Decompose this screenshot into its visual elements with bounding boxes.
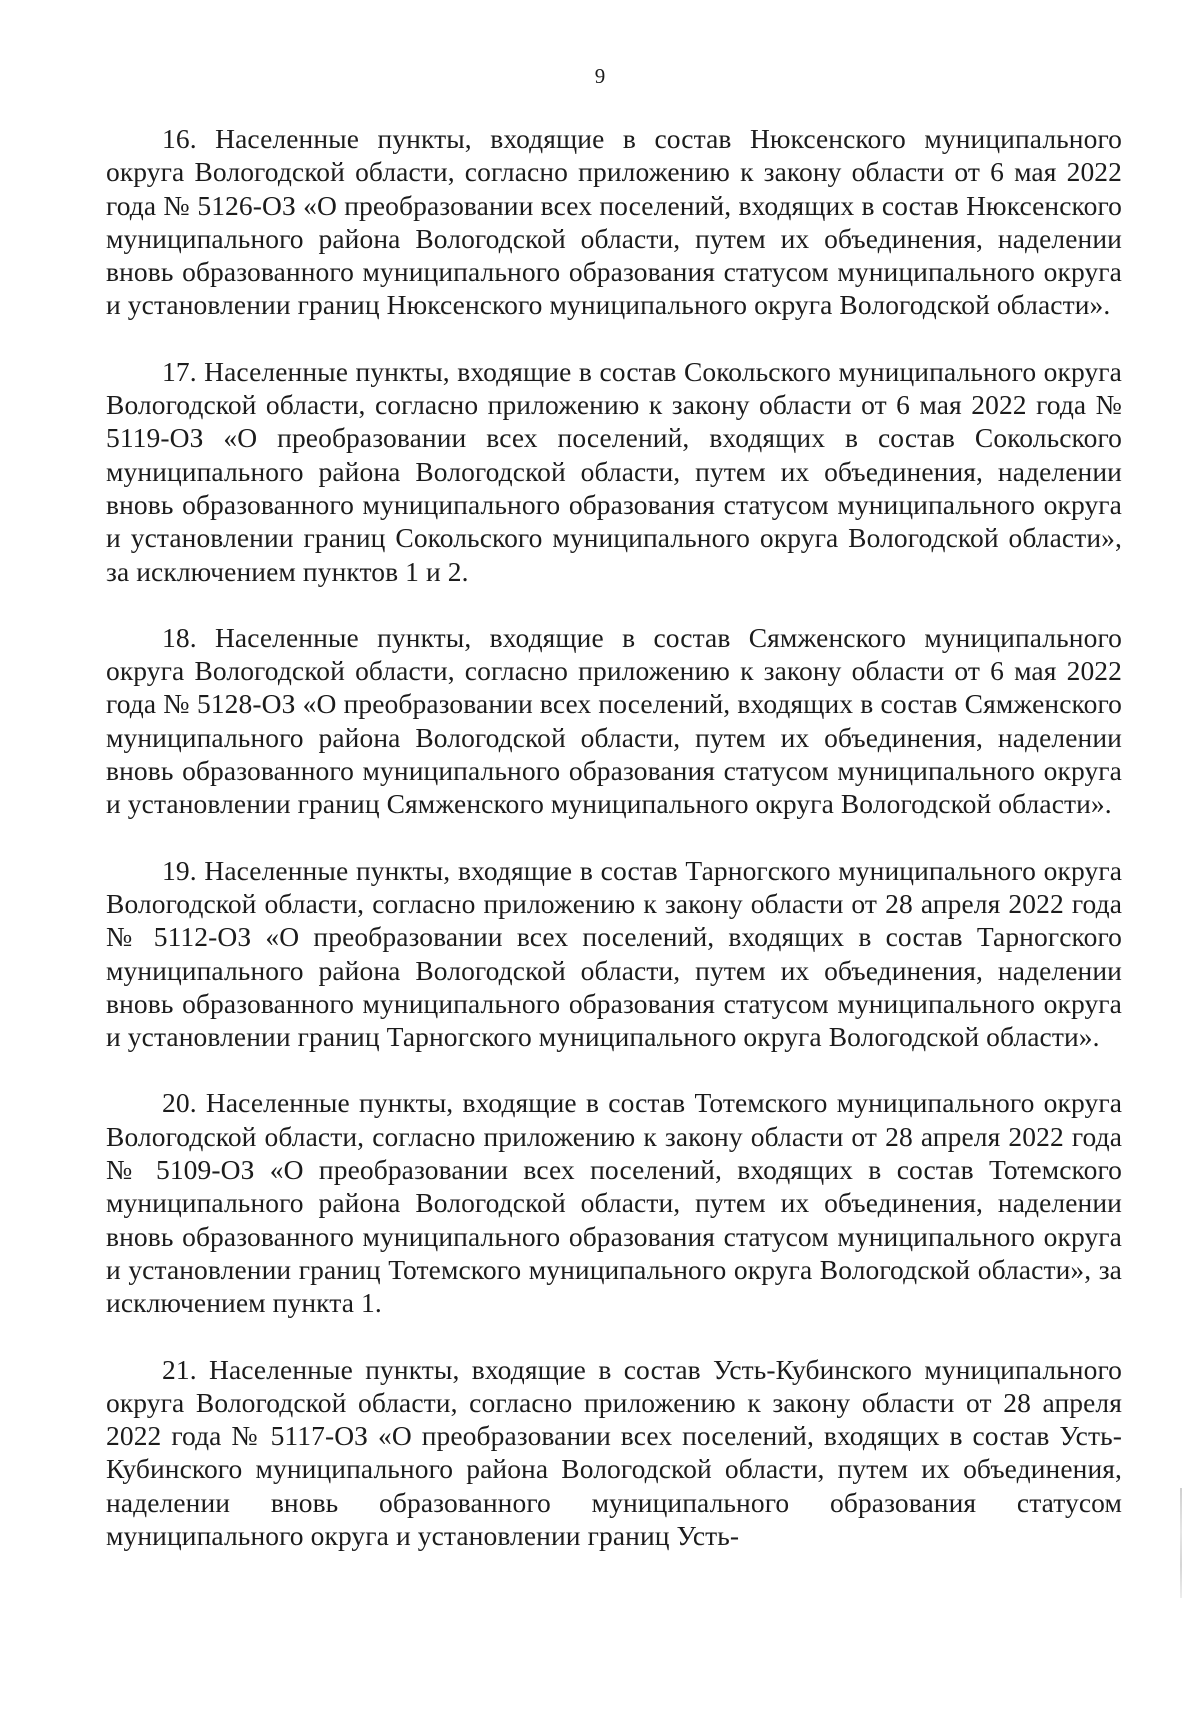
page-number: 9 [594, 64, 606, 88]
paragraph-item-16: 16. Населенные пункты, входящие в состав Нюксенского муниципального округа Вологодской области, согласно приложению к закону области от 6 мая 2022 года № 5126-ОЗ «О преобразовании всех поселений, входящих в состав Нюксенского муниципального района Вологодской области, путем их объединения, наделении вновь образованного муниципального образования статусом муниципального округа и установлении границ Нюксенского муниципального округа Вологодской области». [106, 123, 1122, 321]
scan-edge-mark [1180, 1488, 1182, 1598]
paragraph-item-17: 17. Населенные пункты, входящие в состав Сокольского муниципального округа Вологодской области, согласно приложению к закону области от 6 мая 2022 года № 5119-ОЗ «О преобразовании всех поселений, входящих в состав Сокольского муниципального района Вологодской области, путем их объединения, наделении вновь образованного муниципального образования статусом муниципального округа и установлении границ Сокольского муниципального округа Вологодской области», за исключением пунктов 1 и 2. [106, 355, 1122, 587]
paragraph-item-19: 19. Населенные пункты, входящие в состав Тарногского муниципального округа Вологодской области, согласно приложению к закону области от 28 апреля 2022 года № 5112-ОЗ «О преобразовании всех поселений, входящих в состав Тарногского муниципального района Вологодской области, путем их объединения, наделении вновь образованного муниципального образования статусом муниципального округа и установлении границ Тарногского муниципального округа Вологодской области». [106, 854, 1122, 1053]
paragraph-item-21: 21. Населенные пункты, входящие в состав Усть-Кубинского муниципального округа Вологодской области, согласно приложению к закону области от 28 апреля 2022 года № 5117-ОЗ «О преобразовании всех поселений, входящих в состав Усть-Кубинского муниципального района Вологодской области, путем их объединения, наделении вновь образованного муниципального образования статусом муниципального округа и установлении границ Усть- [106, 1353, 1122, 1551]
paragraph-item-20: 20. Населенные пункты, входящие в состав Тотемского муниципального округа Вологодской области, согласно приложению к закону области от 28 апреля 2022 года № 5109-ОЗ «О преобразовании всех поселений, входящих в состав Тотемского муниципального района Вологодской области, путем их объединения, наделении вновь образованного муниципального образования статусом муниципального округа и установлении границ Тотемского муниципального округа Вологодской области», за исключением пункта 1. [106, 1087, 1122, 1319]
paragraph-item-18: 18. Населенные пункты, входящие в состав Сямженского муниципального округа Вологодской области, согласно приложению к закону области от 6 мая 2022 года № 5128-ОЗ «О преобразовании всех поселений, входящих в состав Сямженского муниципального района Вологодской области, путем их объединения, наделении вновь образованного муниципального образования статусом муниципального округа и установлении границ Сямженского муниципального округа Вологодской области». [106, 621, 1122, 820]
document-body [106, 122, 1122, 1552]
